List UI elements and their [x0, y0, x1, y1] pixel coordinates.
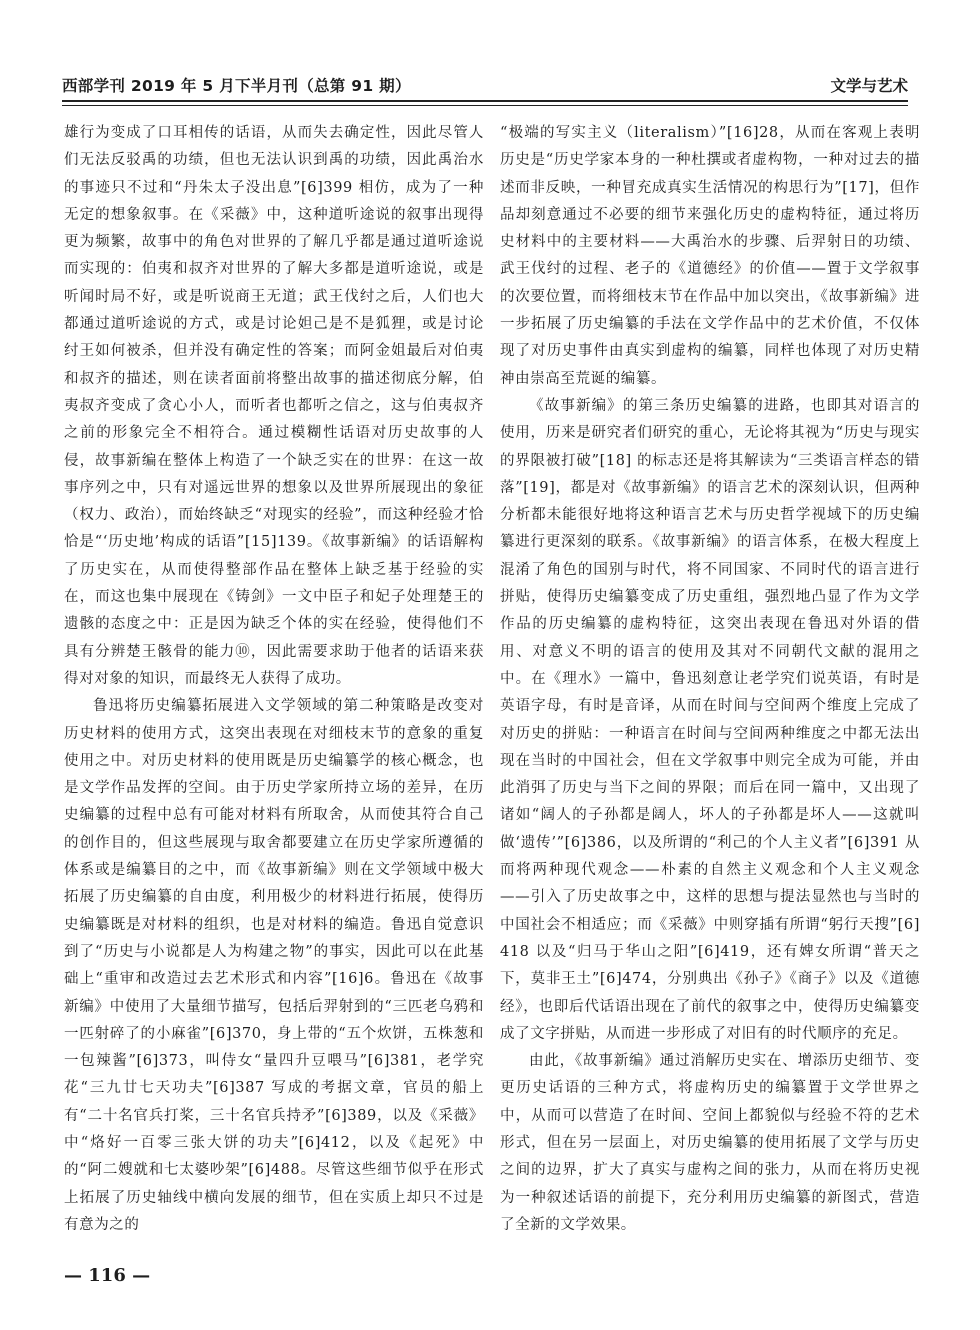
- journal-masthead: 西部学刊 2019 年 5 月下半月刊（总第 91 期）: [62, 77, 411, 95]
- body-paragraph: 《故事新编》的第三条历史编纂的进路，也即其对语言的使用，历来是研究者们研究的重心，无论将其视为“历史与现实的界限被打破”[18] 的标志还是将其解读为“三类语言样态的错落”[19]，都是对《故事新编》的语言艺术的深刻认识，但两种分析都未能很好地将这种语言艺术与历史哲学视域下的历史编纂进行更深刻的联系。《故事新编》的语言体系，在极大程度上混淆了角色的国别与时代，将不同国家、不同时代的语言进行拼贴，使得历史编纂变成了历史重组，强烈地凸显了作为文学作品的历史编纂的虚构特征，这突出表现在鲁迅对外语的借用、对意义不明的语言的使用及其对不同朝代文献的混用之中。在《理水》一篇中，鲁迅刻意让老学究们说英语，有时是英语字母，有时是音译，从而在时间与空间两个维度上完成了对历史的拼贴：一种语言在时间与空间两种维度之中都无法出现在当时的中国社会，但在文学叙事中则完全成为可能，并由此消弭了历史与当下之间的界限；而后在同一篇中，又出现了诸如“阔人的子孙都是阔人，坏人的子孙都是坏人——这就叫做‘遗传’”[6]386，以及所谓的“利己的个人主义者”[6]391 从而将两种现代观念——朴素的自然主义观念和个人主义观念——引入了历史故事之中，这样的思想与提法显然也与当时的中国社会不相适应；而《采薇》中则穿插有所谓“躬行天搜”[6]418 以及“归马于华山之阳”[6]419，还有婢女所谓“普天之下，莫非王土”[6]474，分别典出《孙子》《商子》以及《道德经》，也即后代话语出现在了前代的叙事之中，使得历史编纂变成了文字拼贴，从而进一步形成了对旧有的时代顺序的充足。: [500, 397, 920, 1042]
- header-rule-thin: [62, 105, 908, 106]
- header-rule: [62, 100, 908, 102]
- page-header: [62, 74, 908, 108]
- body-paragraph: “极端的写实主义（literalism）”[16]28，从而在客观上表明历史是“历史学家本身的一种杜撰或者虚构物，一种对过去的描述而非反映，一种冒充成真实生活情况的构思行为”[17]，但作品却刻意通过不必要的细节来强化历史的虚构特征，通过将历史材料中的主要材料——大禹治水的步骤、后羿射日的功绩、武王伐纣的过程、老子的《道德经》的价值——置于文学叙事的次要位置，而将细枝末节在作品中加以突出，《故事新编》进一步拓展了历史编纂的手法在文学作品中的艺术价值，不仅体现了对历史事件由真实到虚构的编纂，同样也体现了对历史精神由崇高至荒诞的编纂。: [500, 125, 920, 387]
- body-paragraph: 雄行为变成了口耳相传的话语，从而失去确定性，因此尽管人们无法反驳禹的功绩，但也无法认识到禹的功绩，因此禹治水的事迹只不过和“丹朱太子没出息”[6]399 相仿，成为了一种无定的想象叙事。在《采薇》中，这种道听途说的叙事出现得更为频繁，故事中的角色对世界的了解几乎都是通过道听途说而实现的：伯夷和叔齐对世界的了解大多都是道听途说，或是听闻时局不好，或是听说商王无道；武王伐纣之后，人们也大都通过道听途说的方式，或是讨论妲己是不是狐狸，或是讨论纣王如何被杀，但并没有确定性的答案；而阿金姐最后对伯夷和叔齐的描述，则在读者面前将整出故事的描述彻底分解，伯夷叔齐变成了贪心小人，而听者也都听之信之，这与伯夷叔齐之前的形象完全不相符合。通过模糊性话语对历史故事的人侵，故事新编在整体上构造了一个缺乏实在的世界：在这一故事序列之中，只有对遥远世界的想象以及世界所展现出的象征（权力、政治），而始终缺乏“对现实的经验”，而这种经验才恰恰是“‘历史地’构成的话语”[15]139。《故事新编》的话语解构了历史实在，从而使得整部作品在整体上缺乏基于经验的实在，而这也集中展现在《铸剑》一文中臣子和妃子处理楚王的遗骸的态度之中：正是因为缺乏个体的实在经验，使得他们不具有分辨楚王骸骨的能力⑩，因此需要求助于他者的话语来获得对对象的知识，而最终无人获得了成功。: [64, 125, 484, 687]
- body-paragraph: 鲁迅将历史编纂拓展进入文学领域的第二种策略是改变对历史材料的使用方式，这突出表现在对细枝末节的意象的重复使用之中。对历史材料的使用既是历史编纂学的核心概念，也是文学作品发挥的空间。由于历史学家所持立场的差异，在历史编纂的过程中总有可能对材料有所取舍，从而使其符合自己的创作目的，但这些展现与取舍都要建立在历史学家所遵循的体系或是编纂目的之中，而《故事新编》则在文学领域中极大拓展了历史编纂的自由度，利用极少的材料进行拓展，使得历史编纂既是对材料的组织，也是对材料的编造。鲁迅自觉意识到了“历史与小说都是人为构建之物”的事实，因此可以在此基础上“重审和改造过去艺术形式和内容”[16]6。鲁迅在《故事新编》中使用了大量细节描写，包括后羿射到的“三匹老乌鸦和一匹射碎了的小麻雀”[6]370，身上带的“五个炊饼，五株葱和一包辣酱”[6]373，叫侍女“量四升豆喂马”[6]381，老学究花“三九廿七天功夫”[6]387 写成的考据文章，官员的船上有“二十名官兵打桨，三十名官兵持矛”[6]389，以及《采薇》中“烙好一百零三张大饼的功夫”[6]412，以及《起死》中的“阿二嫂就和七太婆吵架”[6]488。尽管这些细节似乎在形式上拓展了历史轴线中横向发展的细节，但在实质上却只不过是有意为之的: [64, 698, 484, 1233]
- body-paragraph: 由此，《故事新编》通过消解历史实在、增添历史细节、变更历史话语的三种方式，将虚构历史的编纂置于文学世界之中，从而可以营造了在时间、空间上都貌似与经验不符的艺术形式，但在另一层面上，对历史编纂的使用拓展了文学与历史之间的边界，扩大了真实与虚构之间的张力，从而在将历史视为一种叙述话语的前提下，充分利用历史编纂的新图式，营造了全新的文学效果。: [500, 1053, 920, 1233]
- section-title: 文学与艺术: [830, 77, 908, 95]
- left-column: [64, 120, 484, 1250]
- page-number: — 116 —: [64, 1265, 151, 1286]
- right-column: [500, 120, 920, 1250]
